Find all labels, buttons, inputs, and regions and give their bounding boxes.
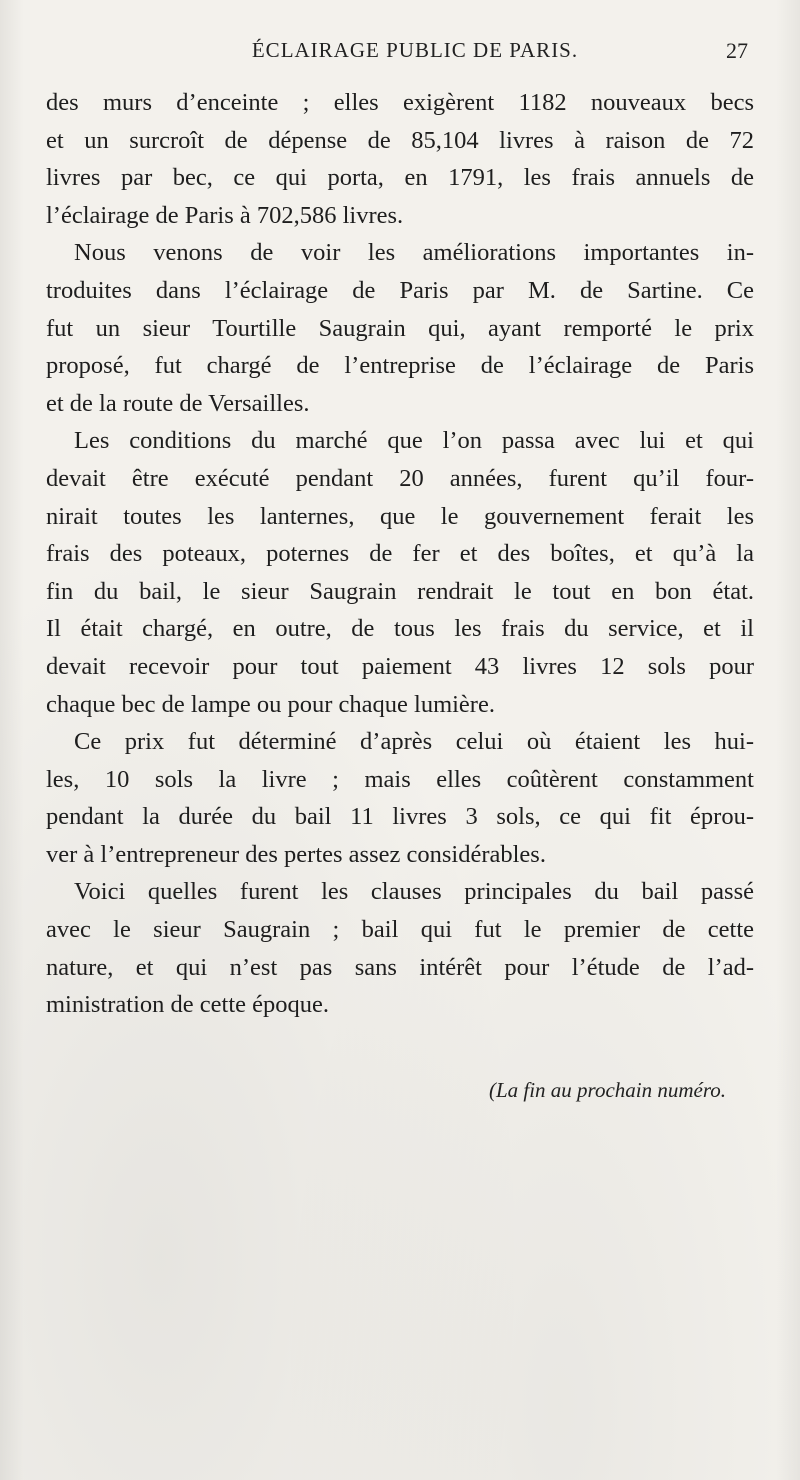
text-line: et un surcroît de dépense de 85,104 livres à raison de 72 xyxy=(46,126,754,154)
page-number: 27 xyxy=(726,38,748,63)
text-line: Ce prix fut déterminé d’après celui où étaient les hui- xyxy=(74,728,754,756)
text-line: proposé, fut chargé de l’entreprise de l’éclairage de Paris xyxy=(46,352,754,380)
text-line: chaque bec de lampe ou pour chaque lumière. xyxy=(46,690,495,718)
text-line: fut un sieur Tourtille Saugrain qui, ayant remporté le prix xyxy=(46,314,754,342)
page-header xyxy=(46,38,754,68)
text-line: Les conditions du marché que l’on passa avec lui et qui xyxy=(74,427,754,455)
text-line: Il était chargé, en outre, de tous les frais du service, et il xyxy=(46,615,754,643)
text-line: des murs d’enceinte ; elles exigèrent 1182 nouveaux becs xyxy=(46,89,754,116)
text-line: devait recevoir pour tout paiement 43 livres 12 sols pour xyxy=(46,652,754,680)
text-line: Nous venons de voir les améliorations importantes in- xyxy=(74,239,754,267)
text-line: troduites dans l’éclairage de Paris par M. de Sartine. Ce xyxy=(46,276,754,304)
text-line: Voici quelles furent les clauses principales du bail passé xyxy=(74,878,754,906)
continuation-note: (La fin au prochain numéro. xyxy=(488,1078,726,1102)
body-text xyxy=(46,84,754,1024)
text-line: ver à l’entrepreneur des pertes assez considérables. xyxy=(46,840,546,868)
text-line: les, 10 sols la livre ; mais elles coûtèrent constamment xyxy=(46,765,754,793)
text-line: l’éclairage de Paris à 702,586 livres. xyxy=(46,201,404,229)
text-line: et de la route de Versailles. xyxy=(46,389,310,417)
text-line: avec le sieur Saugrain ; bail qui fut le premier de cette xyxy=(46,916,754,944)
text-line: livres par bec, ce qui porta, en 1791, les frais annuels de xyxy=(46,164,754,192)
text-line: devait être exécuté pendant 20 années, furent qu’il four- xyxy=(46,464,754,492)
text-line: nature, et qui n’est pas sans intérêt pour l’étude de l’ad- xyxy=(46,953,754,981)
text-line: fin du bail, le sieur Saugrain rendrait le tout en bon état. xyxy=(46,577,754,605)
text-line: nirait toutes les lanternes, que le gouvernement ferait les xyxy=(46,502,754,530)
text-line: ministration de cette époque. xyxy=(46,991,330,1019)
text-line: pendant la durée du bail 11 livres 3 sols, ce qui fit éprou- xyxy=(46,803,754,831)
text-line: frais des poteaux, poternes de fer et des boîtes, et qu’à la xyxy=(46,540,754,568)
running-title: ÉCLAIRAGE PUBLIC DE PARIS. xyxy=(251,38,579,62)
